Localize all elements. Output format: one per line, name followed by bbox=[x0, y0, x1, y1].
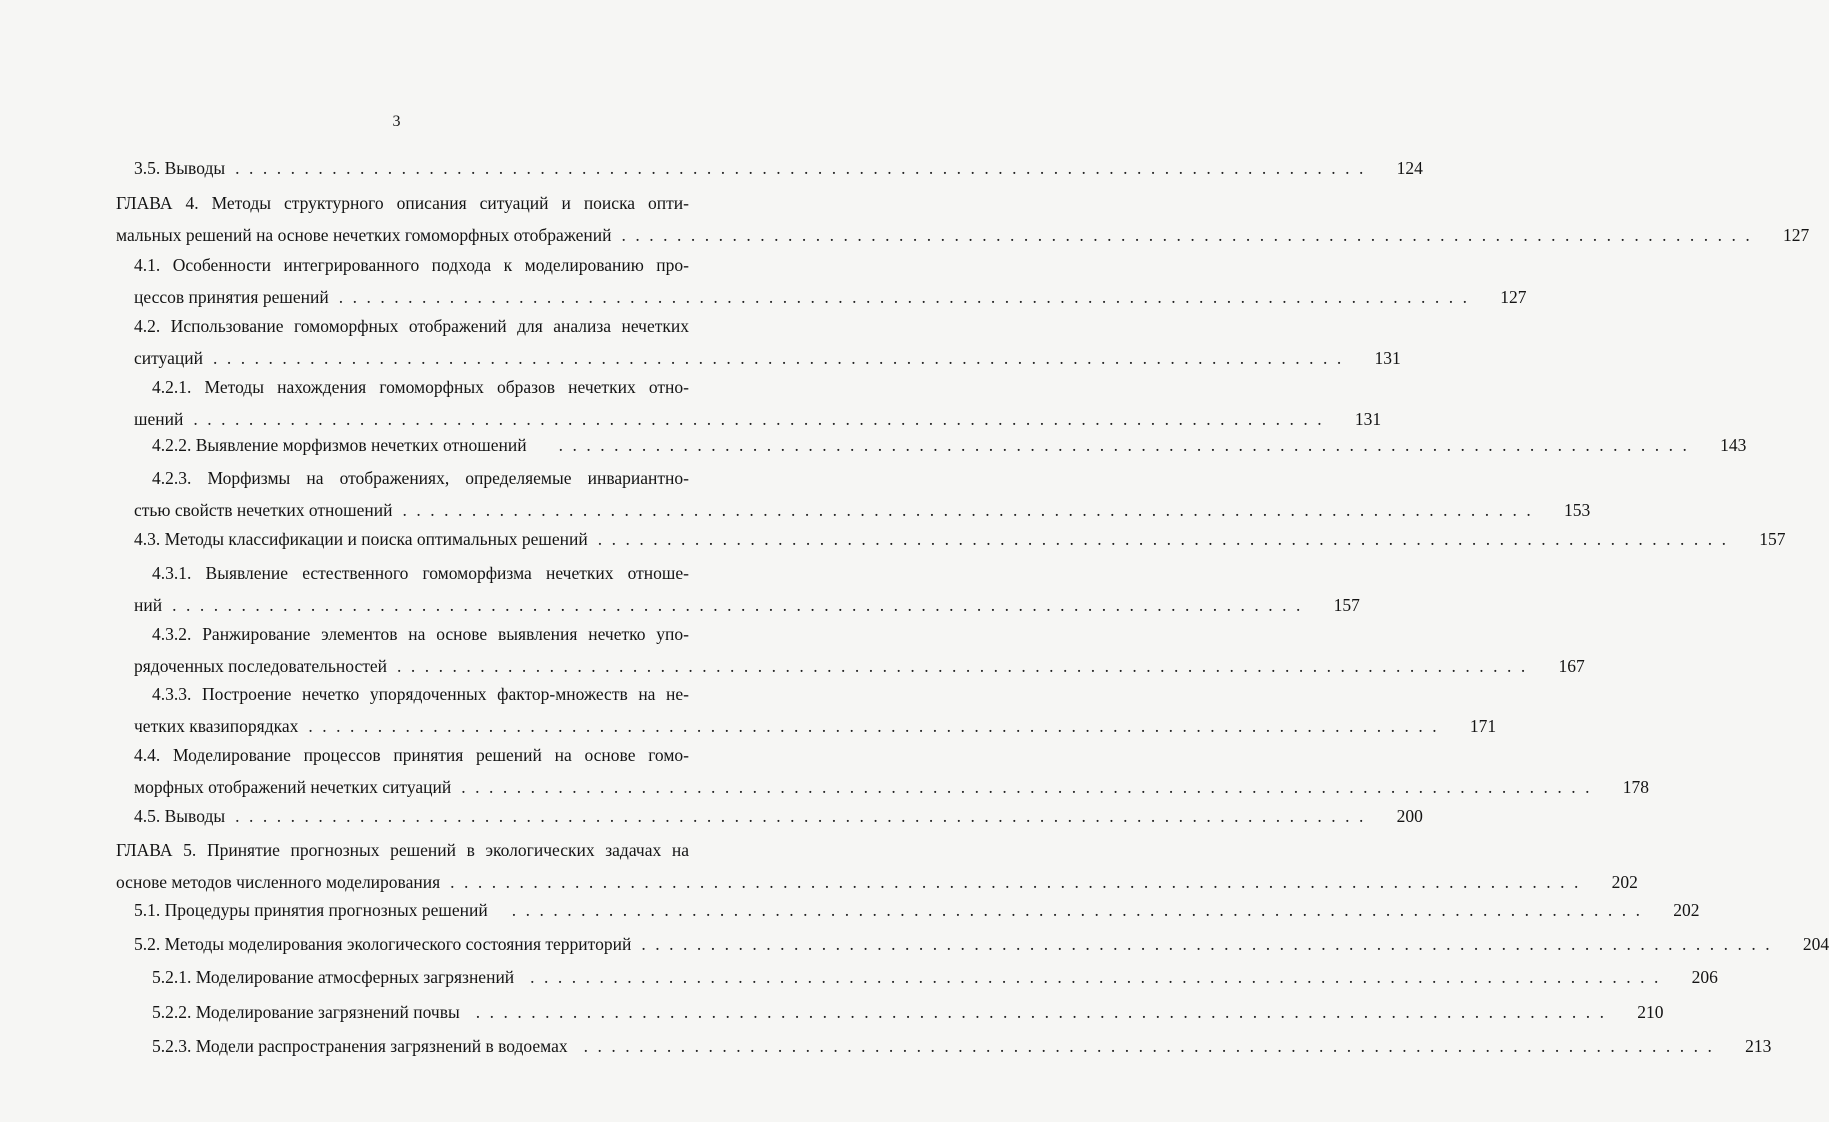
toc-entry-title: рядоченных последовательностей bbox=[134, 656, 387, 676]
toc-page-ref: 157 bbox=[1333, 595, 1360, 615]
toc-entry-title: морфных отображений нечетких ситуаций bbox=[134, 777, 452, 797]
toc-entry-title: 5.2.2. Моделирование загрязнений почвы bbox=[152, 1002, 460, 1022]
dot-leader: .................................................................................. bbox=[193, 409, 1332, 429]
toc-page-ref: 127 bbox=[1783, 225, 1810, 245]
toc-entry bbox=[134, 153, 1423, 183]
dot-leader: .................................................................................. bbox=[397, 656, 1535, 676]
toc-entry bbox=[134, 463, 1591, 525]
toc-entry-title: 3.5. Выводы bbox=[134, 158, 226, 178]
toc-page-ref: 143 bbox=[1720, 435, 1747, 455]
toc-entry-title-line: 4.1. Особенности интегрированного подхода к моделированию про- bbox=[134, 255, 689, 275]
toc-entry bbox=[134, 311, 1401, 373]
dot-leader: .................................................................................. bbox=[530, 967, 1668, 987]
page-number: 3 bbox=[392, 113, 401, 130]
toc-page-ref: 167 bbox=[1558, 656, 1585, 676]
toc-page-ref: 157 bbox=[1759, 529, 1786, 549]
toc-entry-title-line: 4.2.3. Морфизмы на отображениях, определяемые инвариантно- bbox=[152, 468, 689, 488]
dot-leader: .................................................................................. bbox=[212, 348, 1351, 368]
toc-entry-title: ситуаций bbox=[134, 348, 203, 368]
dot-leader: .................................................................................. bbox=[597, 529, 1736, 549]
dot-leader: .................................................................................. bbox=[235, 158, 1373, 178]
toc-entry bbox=[134, 679, 1497, 741]
toc-entry-title: 4.5. Выводы bbox=[134, 806, 226, 826]
toc-entry bbox=[152, 1031, 1772, 1061]
toc-entry-title: шений bbox=[134, 409, 184, 429]
toc-entry-title-line: 4.3.3. Построение нечетко упорядоченных фактор-множеств на не- bbox=[152, 684, 689, 704]
toc-entry-title: четких квазипорядках bbox=[134, 716, 299, 736]
toc-entry bbox=[152, 962, 1718, 992]
toc-entry-title-line: 4.2.1. Методы нахождения гомоморфных образов нечетких отно- bbox=[152, 377, 689, 397]
toc-entry bbox=[134, 372, 1382, 434]
toc-entry-title: стью свойств нечетких отношений bbox=[134, 500, 393, 520]
dot-leader: .................................................................................. bbox=[461, 777, 1599, 797]
toc-page-ref: 131 bbox=[1354, 409, 1382, 429]
toc-page-ref: 153 bbox=[1563, 500, 1591, 520]
toc-entry-title: 5.1. Процедуры принятия прогнозных решений bbox=[134, 900, 488, 920]
toc-entry bbox=[134, 524, 1786, 554]
dot-leader: .................................................................................. bbox=[558, 435, 1697, 455]
toc-page-ref: 124 bbox=[1396, 158, 1423, 178]
toc-entry-title: 5.2.3. Модели распространения загрязнений в водоемах bbox=[152, 1036, 568, 1056]
toc-entry bbox=[116, 188, 1810, 250]
dot-leader: .................................................................................. bbox=[641, 934, 1780, 954]
toc-entry-title-line: ГЛАВА 4. Методы структурного описания ситуаций и поиска опти- bbox=[116, 193, 689, 213]
dot-leader: .................................................................................. bbox=[475, 1002, 1614, 1022]
toc-entry bbox=[134, 619, 1585, 681]
toc-entry bbox=[134, 929, 1829, 959]
toc-entry-title-line: 4.2. Использование гомоморфных отображений для анализа нечетких bbox=[134, 316, 689, 336]
dot-leader: .................................................................................. bbox=[338, 287, 1477, 307]
dot-leader: .................................................................................. bbox=[511, 900, 1650, 920]
toc-entry bbox=[134, 801, 1423, 831]
dot-leader: .................................................................................. bbox=[235, 806, 1373, 826]
toc-entry-title-line: 4.4. Моделирование процессов принятия решений на основе гомо- bbox=[134, 745, 689, 765]
dot-leader: .................................................................................. bbox=[402, 500, 1541, 520]
toc-entry-title: мальных решений на основе нечетких гомоморфных отображений bbox=[116, 225, 612, 245]
toc-entry-title-line: ГЛАВА 5. Принятие прогнозных решений в экологических задачах на bbox=[116, 840, 689, 860]
toc-entry bbox=[152, 997, 1664, 1027]
dot-leader: .................................................................................. bbox=[308, 716, 1447, 736]
toc-page-ref: 204 bbox=[1802, 934, 1829, 954]
toc-entry bbox=[134, 558, 1360, 620]
toc-entry-title: 4.3. Методы классификации и поиска оптимальных решений bbox=[134, 529, 588, 549]
dot-leader: .................................................................................. bbox=[172, 595, 1310, 615]
toc-entry-title-line: 4.3.2. Ранжирование элементов на основе выявления нечетко упо- bbox=[152, 624, 689, 644]
toc-entry bbox=[134, 250, 1527, 312]
toc-page-ref: 131 bbox=[1374, 348, 1401, 368]
dot-leader: .................................................................................. bbox=[450, 872, 1588, 892]
toc-page-ref: 202 bbox=[1611, 872, 1638, 892]
toc-entry bbox=[152, 430, 1747, 460]
dot-leader: .................................................................................. bbox=[583, 1036, 1722, 1056]
toc-page-ref: 210 bbox=[1637, 1002, 1664, 1022]
toc-entry bbox=[134, 740, 1649, 802]
toc-entry-title-line: 4.3.1. Выявление естественного гомоморфизма нечетких отноше- bbox=[152, 563, 689, 583]
dot-leader: .................................................................................. bbox=[621, 225, 1760, 245]
toc-page-ref: 213 bbox=[1745, 1036, 1772, 1056]
toc-entry-title: 5.2.1. Моделирование атмосферных загрязнений bbox=[152, 967, 515, 987]
toc-entry-title: ний bbox=[134, 595, 163, 615]
toc-page-ref: 171 bbox=[1469, 716, 1497, 736]
toc-entry-title: 4.2.2. Выявление морфизмов нечетких отношений bbox=[152, 435, 527, 455]
toc-entry-title: 5.2. Методы моделирования экологического состояния территорий bbox=[134, 934, 632, 954]
toc-page-ref: 202 bbox=[1673, 900, 1700, 920]
toc-page-ref: 206 bbox=[1691, 967, 1718, 987]
toc-entry bbox=[116, 835, 1638, 897]
toc-page-ref: 178 bbox=[1622, 777, 1649, 797]
toc-page-ref: 127 bbox=[1500, 287, 1527, 307]
toc-entry bbox=[134, 895, 1700, 925]
toc-entry-title: основе методов численного моделирования bbox=[116, 872, 441, 892]
toc-page-ref: 200 bbox=[1396, 806, 1423, 826]
toc-entry-title: цессов принятия решений bbox=[134, 287, 329, 307]
